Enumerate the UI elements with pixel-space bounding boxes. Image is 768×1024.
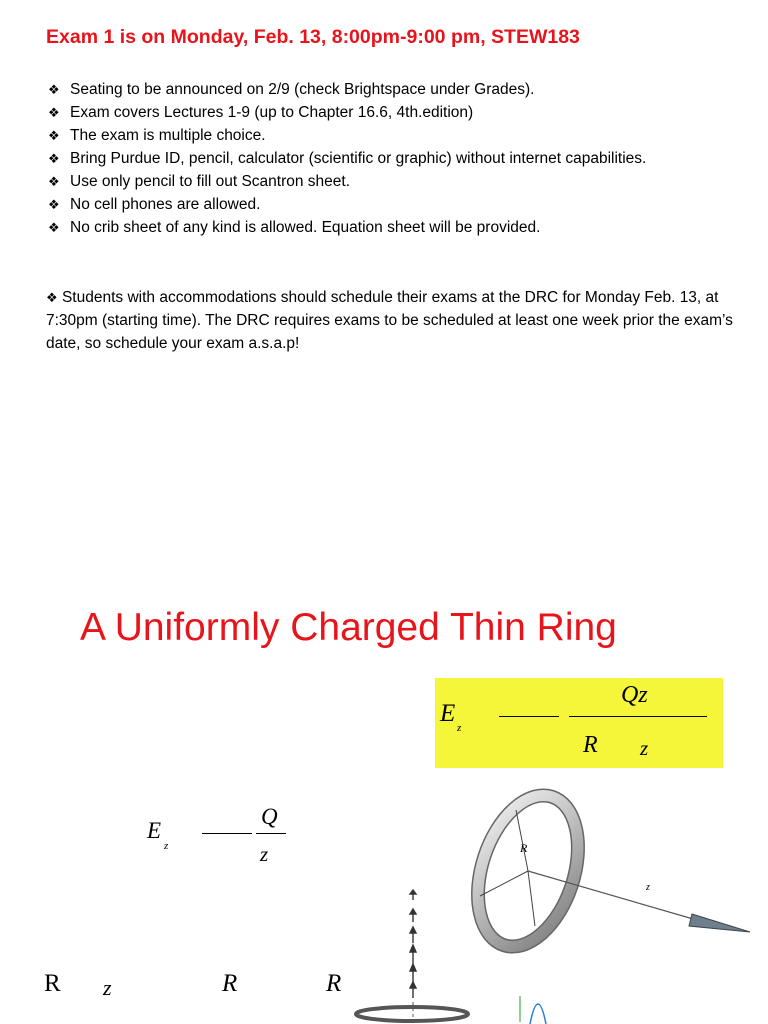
eq-denominator-z: z <box>640 736 649 760</box>
far-eq-subscript: z <box>164 840 169 852</box>
diamond-bullet-icon: ❖ <box>48 151 60 166</box>
highlighted-equation-box <box>435 678 723 768</box>
fraction-bar <box>569 716 707 717</box>
far-eq-denominator: z <box>260 842 269 866</box>
ring-radius-label: R <box>520 841 528 855</box>
field-graph-curve <box>530 1004 546 1024</box>
fraction-bar <box>256 833 286 834</box>
section-title: A Uniformly Charged Thin Ring <box>80 606 617 649</box>
bullet-item: ❖ No crib sheet of any kind is allowed. Equation sheet will be provided. <box>46 216 746 239</box>
bullet-item: ❖ No cell phones are allowed. <box>46 193 746 216</box>
ring-edge-shape <box>356 1007 468 1021</box>
exam-bullet-list <box>46 78 746 239</box>
eq-denominator-r: R <box>583 732 598 758</box>
accommodation-note: ❖ Students with accommodations should schedule their exams at the DRC for Monday Feb. 13, at 7:30pm (starting time). The DRC requires exams to be scheduled at least one week prior the exam’s date, so schedule your exam a.s.a.p! <box>46 289 733 352</box>
eq-subscript: z <box>457 722 462 734</box>
bullet-item: ❖ Seating to be announced on 2/9 (check Brightspace under Grades). <box>46 78 746 101</box>
fraction-bar <box>499 716 559 717</box>
far-eq-numerator: Q <box>261 804 278 829</box>
bullet-item: ❖ Bring Purdue ID, pencil, calculator (scientific or graphic) without internet capabilities. <box>46 147 746 170</box>
fraction-bar <box>202 833 252 834</box>
bullet-item: ❖ The exam is multiple choice. <box>46 124 746 147</box>
axis-arrow-icon <box>689 914 750 932</box>
field-arrows <box>410 890 416 998</box>
eq-numerator: Qz <box>621 682 648 708</box>
far-eq-e-symbol: E <box>147 818 162 843</box>
exam-heading: Exam 1 is on Monday, Feb. 13, 8:00pm-9:00 pm, STEW183 <box>46 26 580 48</box>
diamond-bullet-icon: ❖ <box>48 105 60 120</box>
diamond-bullet-icon: ❖ <box>48 174 60 189</box>
diamond-bullet-icon: ❖ <box>48 220 60 235</box>
diamond-bullet-icon: ❖ <box>48 128 60 143</box>
label-z: z <box>103 975 112 1000</box>
label-r: R <box>222 970 238 997</box>
diamond-bullet-icon: ❖ <box>46 290 58 305</box>
axis-label: z <box>646 882 650 893</box>
bullet-item: ❖ Use only pencil to fill out Scantron sheet. <box>46 170 746 193</box>
diamond-bullet-icon: ❖ <box>48 82 60 97</box>
bullet-item: ❖ Exam covers Lectures 1-9 (up to Chapter 16.6, 4th.edition) <box>46 101 746 124</box>
charged-ring-diagram <box>340 776 760 1024</box>
label-r: R <box>44 970 61 997</box>
diamond-bullet-icon: ❖ <box>48 197 60 212</box>
label-r: R <box>326 970 342 997</box>
eq-e-symbol: E <box>440 700 456 727</box>
